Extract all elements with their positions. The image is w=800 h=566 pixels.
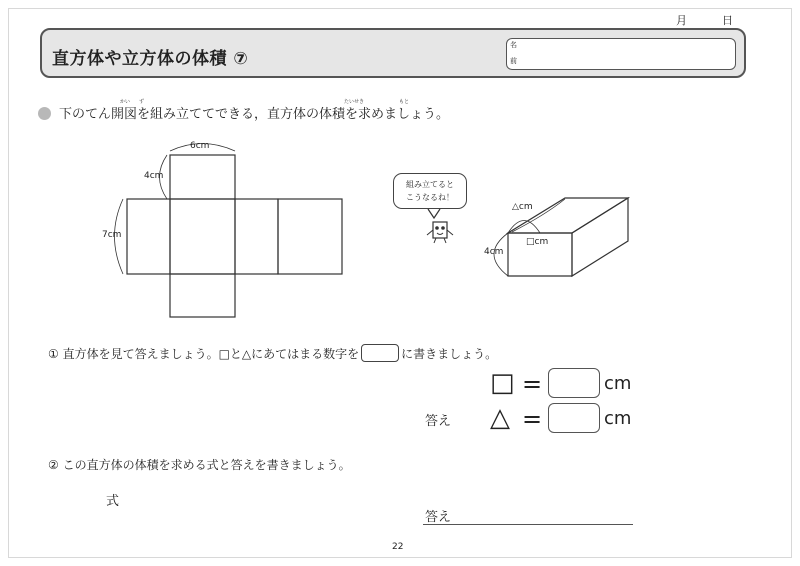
- name-label-top: 名: [510, 41, 517, 49]
- question-2-text: この直方体の体積を求める式と答えを書きましょう。: [62, 458, 351, 472]
- label-depth: 4cm: [144, 171, 164, 181]
- page-number: 22: [392, 542, 404, 552]
- label-height: 7cm: [102, 230, 122, 240]
- question-1-number: ①: [48, 347, 59, 361]
- instruction-text: 下のてん開図を組み立ててできる，直方体の体積を求めましょう。: [59, 107, 450, 122]
- net-face-left: [127, 199, 170, 274]
- ruby-kai: かい: [120, 99, 131, 105]
- net-face-front: [170, 199, 235, 274]
- box-label-height: 4cm: [484, 247, 504, 257]
- net-face-top: [170, 155, 235, 199]
- answer-label-1: 答え: [425, 414, 452, 429]
- page-title: 直方体や立方体の体積 ⑦: [52, 49, 249, 69]
- brace-box-width: [508, 221, 540, 234]
- speech-bubble: [393, 173, 467, 209]
- triangle-symbol: △: [490, 403, 510, 433]
- ruby-zu: ず: [139, 99, 145, 105]
- question-1-text: 直方体を見て答えましょう。□と△にあてはまる数字を: [62, 347, 360, 361]
- answer-label-2: 答え: [425, 510, 452, 525]
- unit-2: cm: [604, 408, 632, 429]
- ruby-moto: もと: [399, 99, 410, 105]
- inline-answer-box: [361, 344, 399, 362]
- question-2-number: ②: [48, 458, 59, 472]
- net-face-right: [235, 199, 278, 274]
- mascot-icon: [427, 222, 453, 243]
- square-symbol: □: [490, 368, 515, 398]
- speech-line-1: 組み立てると: [406, 180, 454, 189]
- speech-line-2: こうなるね！: [406, 193, 454, 202]
- box-label-triangle: △cm: [512, 202, 533, 212]
- answer-line[interactable]: [423, 524, 633, 525]
- question-2: [48, 456, 351, 473]
- box-label-square: □cm: [526, 237, 549, 247]
- month-label: 月: [676, 14, 687, 27]
- question-1: [48, 344, 497, 362]
- question-1-text-end: に書きましょう。: [401, 347, 498, 361]
- unit-1: cm: [604, 373, 632, 394]
- formula-label: 式: [106, 494, 120, 509]
- net-face-bottom: [170, 274, 235, 317]
- square-answer-box[interactable]: [548, 368, 600, 398]
- ruby-taiseki: たいせき: [344, 99, 365, 105]
- bubble-tail: [428, 209, 440, 218]
- equals-sign-2: =: [522, 405, 543, 433]
- box-side: [572, 198, 628, 276]
- day-label: 日: [722, 14, 733, 27]
- net-face-back: [278, 199, 342, 274]
- equals-sign-1: =: [522, 370, 543, 398]
- label-width: 6cm: [190, 141, 210, 151]
- triangle-answer-box[interactable]: [548, 403, 600, 433]
- name-label-bottom: 前: [510, 57, 517, 65]
